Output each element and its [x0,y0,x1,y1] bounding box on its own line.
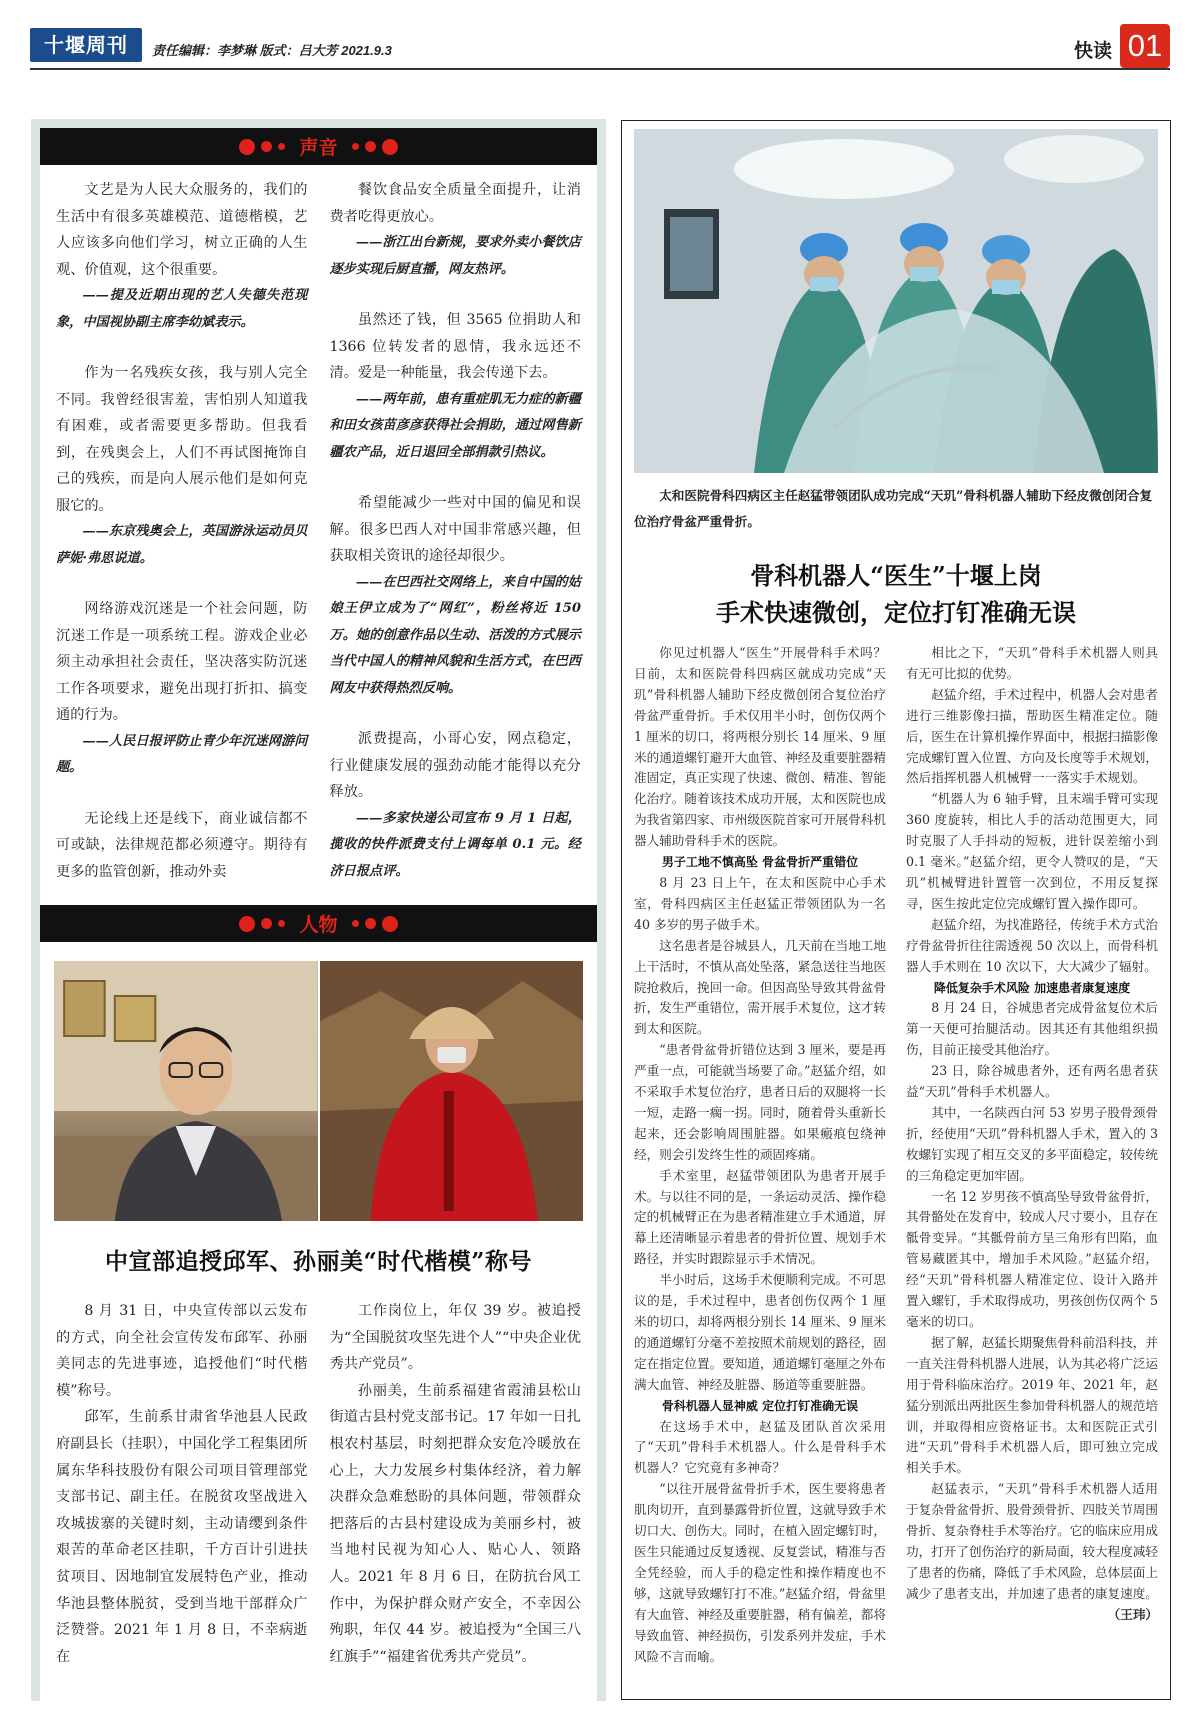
voice-quote: 无论线上还是线下，商业诚信都不可或缺，法律规范都必须遵守。期待有更多的监管创新，推动外卖 [56,810,308,880]
voice-quote-source: ——多家快递公司宣布 9 月 1 日起，揽收的快件派费支付上调每单 0.1 元。经济日报点评。 [329,810,581,879]
people-paragraph: 工作岗位上，年仅 39 岁。被追授为“全国脱贫攻坚先进个人”“中央企业优秀共产党员”。 [329,1303,581,1373]
article-body [634,643,1158,1667]
voice-quote: 餐饮食品安全质量全面提升，让消费者吃得更放心。 [329,182,581,225]
people-column-2 [330,1298,582,1670]
voice-quote-source: ——人民日报评防止青少年沉迷网游问题。 [56,733,308,775]
banner-dot-icon [239,139,255,155]
right-column [621,120,1171,1700]
article-column-2 [906,643,1158,1667]
newspaper-logo: 十堰周刊 [30,28,142,62]
article-paragraph: 在这场手术中，赵猛及团队首次采用了“天玑”骨科手术机器人。什么是骨科手术机器人？它究竟有多神奇？ [634,1418,886,1476]
banner-dot-icon [382,916,398,932]
banner-dot-icon [261,918,272,929]
voice-banner [40,128,597,165]
voice-quote: 文艺是为人民大众服务的，我们的生活中有很多英雄模范、道德楷模，艺人应该多向他们学习，树立正确的人生观、价值观，这个很重要。 [56,182,308,278]
banner-dot-icon [239,916,255,932]
voice-panel [40,165,597,905]
people-column-1 [56,1298,308,1670]
article-paragraph: “以往开展骨盆骨折手术，医生要将患者肌肉切开，直到暴露骨折位置，这就导致手术切口大、创伤大。同时，在植入固定螺钉时，医生只能通过反复透视、反复尝试，精准与否全凭经验，而人手的稳定性和操作精度也不够，这就导致螺钉打不准。”赵猛介绍，骨盆里有大血管、神经及重要脏器，稍有偏差，都将导致血管、神经损伤，引发系列并发症，手术风险不言而喻。 [634,1481,887,1664]
article-paragraph: 赵猛介绍，手术过程中，机器人会对患者进行三维影像扫描，帮助医生精准定位。随后，医生在计算机操作界面中，根据扫描影像完成螺钉置入位置、方向及长度等手术规划，然后指挥机器人机械臂一一落实手术规划。 [906,686,1158,786]
article-title-line2: 手术快速微创，定位打钉准确无误 [716,598,1076,627]
people-body [40,1298,597,1670]
voice-column-right [330,177,582,905]
article-paragraph: 赵猛介绍，为找准路径，传统手术方式治疗骨盆骨折往往需透视 50 次以上，而骨科机器人手术则在 10 次以下，大大减少了辐射。 [906,916,1158,974]
surgery-photo [634,129,1158,473]
article-paragraph: 8 月 23 日上午，在太和医院中心手术室，骨科四病区主任赵猛正带领团队为一名 40 多岁的男子做手术。 [634,874,886,932]
voice-column-left [56,177,308,905]
banner-dot-icon [382,139,398,155]
article-subheading: 骨科机器人显神威 定位打钉准确无误 [661,1398,859,1413]
voice-banner-title: 声音 [299,137,338,159]
sun-limei-photo [320,961,584,1221]
article-paragraph: 这名患者是谷城县人，几天前在当地工地上干活时，不慎从高处坠落，紧急送往当地医院抢救后，挽回一命。但因高坠导致其骨盆骨折，发生严重错位，需开展手术复位，这才转到太和医院。 [634,937,886,1037]
article-paragraph: 半小时后，这场手术便顺利完成。不可思议的是，手术过程中，患者创伤仅两个 1 厘米的切口，却将两根分别长 14 厘米、9 厘米的通道螺钉分毫不差按照术前规划的路径，固定在指定位置。要知道，通道螺钉毫厘之外布满大血管、神经及脏器、肠道等重要脏器。 [634,1272,886,1392]
article-paragraph: “患者骨盆骨折错位达到 3 厘米，要是再严重一点，可能就当场要了命。”赵猛介绍，如不采取手术复位治疗，患者日后的双腿将一长一短，走路一瘸一拐。同时，随着骨头重新长起来，还会影响周围脏器。如果瘢痕包绕神经，则会引发终生性的顽固疼痛。 [634,1042,887,1162]
voice-quote-source: ——在巴西社交网络上，来自中国的姑娘王伊立成为了“网红”，粉丝将近 150 万。她的创意作品以生动、活泼的方式展示当代中国人的精神风貌和生活方式，在巴西网友中获得热烈反响。 [329,574,581,696]
article-signature: （王玮） [1107,1606,1158,1622]
masthead-divider [30,68,1170,70]
article-paragraph: 你见过机器人“医生”开展骨科手术吗？日前，太和医院骨科四病区就成功完成“天玑”骨科机器人辅助下经皮微创闭合复位治疗骨盆严重骨折。手术仅用半小时，创伤仅两个 1 厘米的切口，将两根分别长 14 厘米、9 厘米的通道螺钉避开大血管、神经及重要脏器精准固定，真正实现了快速、微创、精准、智能化治疗。随着该技术成功开展，太和医院也成为我省第四家、市州级医院首家可开展骨科机器人辅助骨科手术的医院。 [634,645,886,849]
article-paragraph: 其中，一名陕西白河 53 岁男子股骨颈骨折，经使用“天玑”骨科机器人手术，置入的 3 枚螺钉实现了相互交叉的多平面稳定，较传统的三角稳定更加牢固。 [906,1104,1158,1183]
article-paragraph: 据了解，赵猛长期聚焦骨科前沿科技，并一直关注骨科机器人进展，认为其必将广泛运用于骨科临床治疗。2019 年、2021 年，赵猛分别派出两批医生参加骨科机器人的规范培训，并取得相应资格证书。太和医院正式引进“天玑”骨科手术机器人后，即可独立完成相关手术。 [906,1334,1158,1476]
qiu-jun-photo [54,961,318,1221]
banner-dot-icon [261,141,272,152]
banner-dot-icon [365,918,376,929]
voice-quote-source: ——提及近期出现的艺人失德失范现象，中国视协副主席李幼斌表示。 [56,288,308,330]
article-paragraph: 相比之下，“天玑”骨科手术机器人则具有无可比拟的优势。 [906,645,1158,681]
voice-quote-source: ——两年前，患有重症肌无力症的新疆和田女孩苗彦彦获得社会捐助，通过网售新疆农产品，近日退回全部捐款引热议。 [329,391,581,460]
voice-quote: 希望能减少一些对中国的偏见和误解。很多巴西人对中国非常感兴趣，但获取相关资讯的途径却很少。 [329,495,581,564]
voice-quote-source: ——浙江出台新规，要求外卖小餐饮店逐步实现后厨直播，网友热评。 [329,235,581,277]
article-paragraph: 手术室里，赵猛带领团队为患者开展手术。与以往不同的是，一条运动灵活、操作稳定的机械臂正在为患者精准建立手术通道，屏幕上还清晰显示着患者的骨折位置、规划手术路径，并实时跟踪显示手术情况。 [634,1167,886,1267]
article-subheading: 男子工地不慎高坠 骨盆骨折严重错位 [661,855,859,870]
photo-caption: 太和医院骨科四病区主任赵猛带领团队成功完成“天玑”骨科机器人辅助下经皮微创闭合复位治疗骨盆严重骨折。 [634,488,1153,529]
people-banner [40,905,597,942]
masthead [30,24,1170,74]
banner-dot-icon [352,143,359,150]
people-panel [40,942,597,1712]
banner-dot-icon [278,143,285,150]
article-paragraph: 23 日，除谷城患者外，还有两名患者获益“天玑”骨科手术机器人。 [906,1063,1158,1100]
voice-quote: 虽然还了钱，但 3565 位捐助人和 1366 位转发者的恩情，我永远还不清。爱是一种能量，我会传递下去。 [329,312,581,381]
people-paragraph: 邱军，生前系甘肃省华池县人民政府副县长（挂职），中国化学工程集团所属东华科技股份有限公司项目管理部党支部书记、副主任。在脱贫攻坚战进入攻城拔寨的关键时刻，主动请缨到条件艰苦的革命老区挂职，千方百计引进扶贫项目、因地制宜发展特色产业，推动华池县整体脱贫，受到当地干部群众广泛赞誉。2021 年 1 月 8 日，不幸病逝在 [56,1409,308,1665]
voice-quote: 派费提高，小哥心安，网点稳定，行业健康发展的强劲动能才能得以充分释放。 [329,731,581,800]
article-paragraph: “机器人为 6 轴手臂，且末端手臂可实现 360 度旋转，相比人手的活动范围更大，同时克服了人手抖动的短板，进针误差缩小到 0.1 毫米。”赵猛介绍，更令人赞叹的是，“天玑”机械臂进针置管一次到位，不用反复探寻，医生按此定位完成螺钉置入操作即可。 [906,791,1158,911]
banner-dot-icon [365,141,376,152]
article-title [634,557,1158,631]
people-headline: 中宣部追授邱军、孙丽美“时代楷模”称号 [105,1248,532,1275]
people-photos [54,961,583,1221]
voice-quote: 作为一名残疾女孩，我与别人完全不同。我曾经很害羞，害怕别人知道我有困难，或者需要更多帮助。但我看到，在残奥会上，人们不再试图掩饰自己的残疾，而是向人展示他们是如何克服它的。 [56,365,308,514]
article-paragraph: 一名 12 岁男孩不慎高坠导致骨盆骨折，其骨骼处在发育中，较成人尺寸要小，且存在骶骨变异。“其骶骨前方呈三角形有凹陷，血管易藏匿其中，增加手术风险。”赵猛介绍，经“天玑”骨科机器人精准定位、设计入路并置入螺钉，手术取得成功，男孩创伤仅两个 5 毫米的切口。 [906,1188,1158,1329]
section-name: 快读 [1073,40,1112,62]
article-subheading: 降低复杂手术风险 加速患者康复速度 [933,980,1131,995]
left-column [31,119,606,1701]
banner-dot-icon [278,920,285,927]
article-title-line1: 骨科机器人“医生”十堰上岗 [750,561,1042,590]
article-column-1 [634,643,886,1667]
page-number-badge: 01 [1120,24,1170,68]
voice-quote: 网络游戏沉迷是一个社会问题，防沉迷工作是一项系统工程。游戏企业必须主动承担社会责任，坚决落实防沉迷工作各项要求，避免出现打折扣、搞变通的行为。 [56,601,308,723]
editor-line: 责任编辑：李梦琳 版式：吕大芳 2021.9.3 [152,43,392,58]
banner-dot-icon [352,920,359,927]
people-paragraph: 8 月 31 日，中央宣传部以云发布的方式，向全社会宣传发布邱军、孙丽美同志的先进事迹，追授他们“时代楷模”称号。 [56,1303,308,1399]
article-paragraph: 8 月 24 日，谷城患者完成骨盆复位术后第一天便可抬腿活动。因其还有其他组织损伤，目前正接受其他治疗。 [906,1000,1158,1058]
people-banner-title: 人物 [299,914,338,936]
voice-quote-source: ——东京残奥会上，英国游泳运动员贝萨妮·弗思说道。 [56,524,308,566]
people-paragraph: 孙丽美，生前系福建省霞浦县松山街道古县村党支部书记。17 年如一日扎根农村基层，时刻把群众安危冷暖放在心上，大力发展乡村集体经济，着力解决群众急难愁盼的具体问题，带领群众把落后的古县村建设成为美丽乡村，被当地村民视为知心人、贴心人、领路人。2021 年 8 月 6 日，在防抗台风工作中，为保护群众财产安全，不幸因公殉职，年仅 44 岁。被追授为“全国三八红旗手”“福建省优秀共产党员”。 [329,1382,581,1665]
article-paragraph: 赵猛表示，“天玑”骨科手术机器人适用于复杂骨盆骨折、股骨颈骨折、四肢关节周围骨折、复杂脊柱手术等治疗。它的临床应用成功，打开了创伤治疗的新局面，较大程度减轻了患者的伤痛，降低了手术风险，总体层面上减少了患者支出，并加速了患者的康复速度。 [906,1481,1158,1601]
